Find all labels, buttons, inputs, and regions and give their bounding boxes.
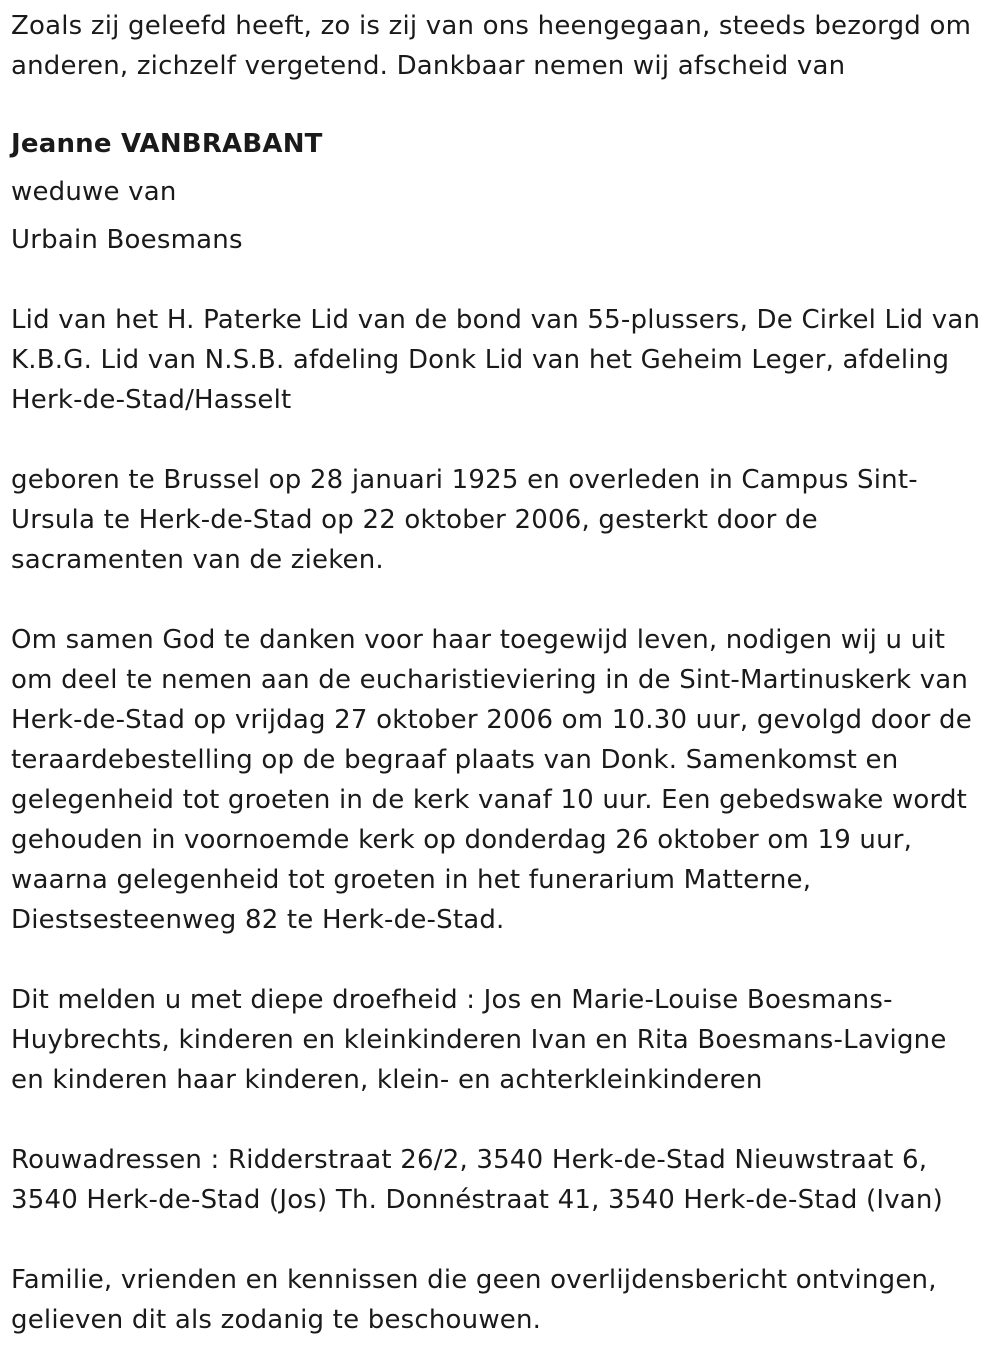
deceased-name: Jeanne VANBRABANT [11,129,323,159]
ceremony-paragraph: Om samen God te danken voor haar toegewijd leven, nodigen wij u uit om deel te nemen aan de eucharistieviering in de Sint-Martinuskerk van Herk-de-Stad op vrijdag 27 oktober 2006 om 10.30 uur, gevolgd door de teraardebestelling op de begraaf plaats van Donk. Samenkomst en gelegenheid tot groeten in de kerk vanaf 10 uur. Een gebedswake wordt gehouden in voornoemde kerk op donderdag 26 oktober om 19 uur, waarna gelegenheid tot groeten in het funerarium Matterne, Diestsesteenweg 82 te Herk-de-Stad. [11,625,972,935]
intro-paragraph: Zoals zij geleefd heeft, zo is zij van ons heengegaan, steeds bezorgd om anderen, zichzelf vergetend. Dankbaar nemen wij afscheid van [11,11,972,81]
closing-paragraph: Familie, vrienden en kennissen die geen overlijdensbericht ontvingen, gelieven dit als zodanig te beschouwen. [11,1265,937,1335]
widow-of-label: weduwe van [11,177,177,207]
addresses-paragraph: Rouwadressen : Ridderstraat 26/2, 3540 Herk-de-Stad Nieuwstraat 6, 3540 Herk-de-Stad (Jos) Th. Donnéstraat 41, 3540 Herk-de-Stad (Ivan) [11,1145,943,1215]
spouse-name: Urbain Boesmans [11,225,243,255]
birth-death-paragraph: geboren te Brussel op 28 januari 1925 en overleden in Campus Sint-Ursula te Herk-de-Stad op 22 oktober 2006, gesterkt door de sacramenten van de zieken. [11,465,918,575]
announcement-paragraph: Dit melden u met diepe droefheid : Jos en Marie-Louise Boesmans-Huybrechts, kinderen en kleinkinderen Ivan en Rita Boesmans-Lavigne en kinderen haar kinderen, klein- en achterkleinkinderen [11,985,947,1095]
memberships-paragraph: Lid van het H. Paterke Lid van de bond van 55-plussers, De Cirkel Lid van K.B.G. Lid van N.S.B. afdeling Donk Lid van het Geheim Leger, afdeling Herk-de-Stad/Hasselt [11,305,981,415]
